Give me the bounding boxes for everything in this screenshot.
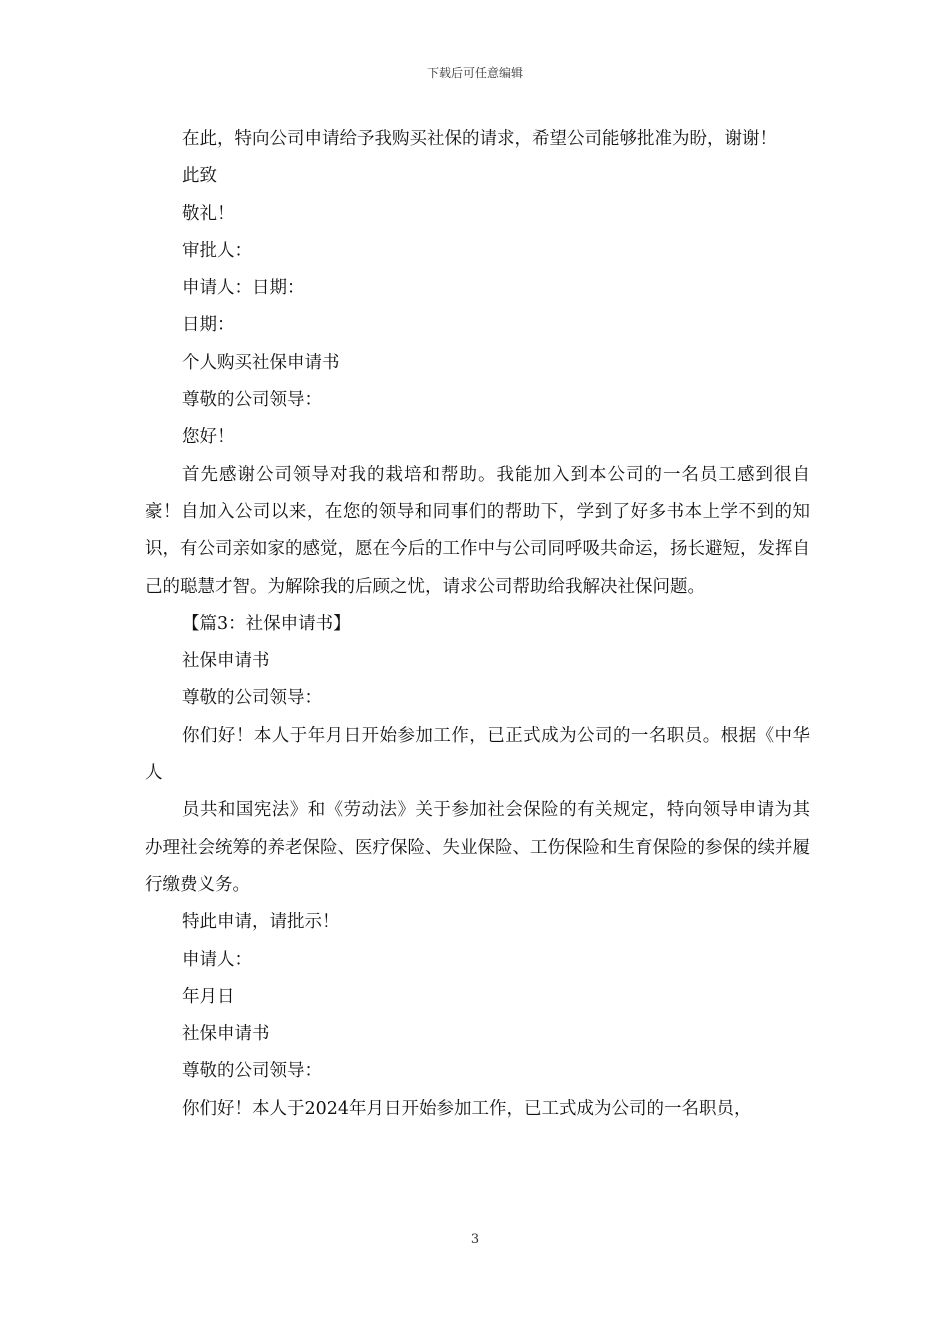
paragraph-body-law: 员共和国宪法》和《劳动法》关于参加社会保险的有关规定，特向领导申请为其办理社会统筹的养老保险、医疗保险、失业保险、工伤保险和生育保险的参保的续并履行缴费义务。 <box>145 800 810 895</box>
paragraph-request: 在此，特向公司申请给予我购买社保的请求，希望公司能够批准为盼，谢谢！ <box>182 129 777 149</box>
paragraph-title-personal: 个人购买社保申请书 <box>182 352 340 373</box>
paragraph-salutation: 尊敬的公司领导： <box>182 390 322 411</box>
paragraph-cizhi: 此致 <box>182 166 217 187</box>
paragraph-date: 日期： <box>182 315 235 336</box>
paragraph-body-thanks: 首先感谢公司领导对我的栽培和帮助。我能加入到本公司的一名员工感到很自豪！自加入公司以来，在您的领导和同事们的帮助下，学到了好多书本上学不到的知识，有公司亲如家的感觉，愿在今后的工作中与公司同呼吸共命运，扬长避短，发挥自己的聪慧才智。为解除我的后顾之忧，请求公司帮助给我解决社保问题。 <box>145 464 810 597</box>
page-number: 3 <box>470 1232 480 1247</box>
paragraph-section-heading: 【篇3：社保申请书】 <box>182 613 351 634</box>
page-header-note: 下载后可任意编辑 <box>426 66 523 80</box>
paragraph-title-social-2: 社保申请书 <box>182 1024 270 1045</box>
paragraph-salutation-2: 尊敬的公司领导： <box>182 688 322 709</box>
paragraph-salutation-3: 尊敬的公司领导： <box>182 1061 322 1082</box>
paragraph-ymd: 年月日 <box>182 986 235 1007</box>
paragraph-closing-request: 特此申请，请批示！ <box>182 912 340 933</box>
paragraph-title-social: 社保申请书 <box>182 651 270 672</box>
paragraph-applicant-date: 申请人：日期： <box>182 278 305 299</box>
paragraph-body-2024: 你们好！本人于2024年月日开始参加工作，已工式成为公司的一名职员， <box>182 1098 752 1119</box>
paragraph-greeting: 您好！ <box>182 427 235 448</box>
paragraph-body-start: 你们好！本人于年月日开始参加工作，已正式成为公司的一名职员。根据《中华人 <box>145 725 810 784</box>
paragraph-applicant: 申请人： <box>182 949 252 970</box>
document-body <box>145 121 810 1128</box>
paragraph-jingli: 敬礼！ <box>182 203 235 224</box>
paragraph-approver: 审批人： <box>182 240 252 261</box>
